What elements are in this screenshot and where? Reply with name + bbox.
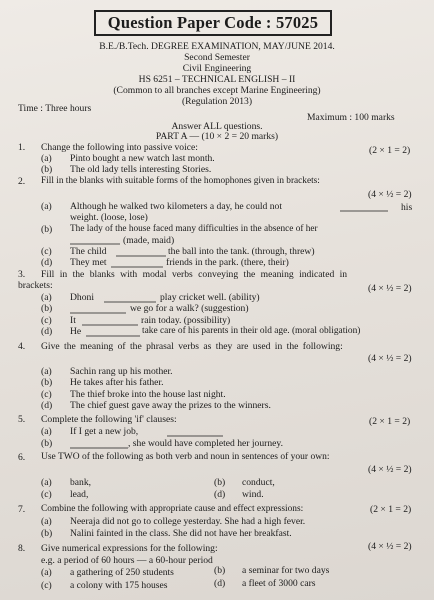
item-text-continued: friends in the park. (there, their) [166,257,289,268]
item-label: (d) [214,578,226,589]
item-text: a colony with 175 houses [70,580,168,591]
question-number: 8. [18,543,26,554]
item-text-continued: (made, maid) [123,235,175,246]
question-marks: (2 × 1 = 2) [370,504,412,515]
item-text-end: his [401,202,413,213]
regulation: (Regulation 2013) [181,96,253,107]
item-label: (c) [41,389,52,400]
question-number: 3. [18,269,26,280]
item-text: Dhoni [70,292,94,303]
item-label: (a) [41,516,52,527]
item-text-continued: play cricket well. (ability) [160,292,260,303]
part-heading: PART A — (10 × 2 = 20 marks) [155,131,279,142]
question-marks: (4 × ½ = 2) [368,283,412,294]
item-label: (d) [41,400,53,411]
question-text: Change the following into passive voice: [41,142,198,153]
answer-blank [70,447,128,449]
item-text-continued: rain today. (possibility) [141,315,231,326]
item-label: (c) [41,315,52,326]
answer-blank [82,324,138,326]
instruction: Answer ALL questions. [171,121,263,132]
item-text: The old lady tells interesting Stories. [70,164,212,175]
item-text: He takes after his father. [70,377,164,388]
question-text-continued: brackets: [18,280,53,291]
semester: Second Semester [184,52,250,63]
question-marks: (4 × ½ = 2) [368,541,412,552]
branch: Civil Engineering [182,63,252,74]
item-text-continued: , she would have completed her journey. [128,438,283,449]
example-line: e.g. a period of 60 hours — a 60-hour period [41,555,213,566]
item-label: (b) [41,303,53,314]
question-marks: (4 × ½ = 2) [368,464,412,475]
item-label: (c) [41,580,52,591]
answer-blank [70,312,126,314]
question-text: Complete the following 'if' clauses: [41,414,177,425]
item-label: (b) [41,528,53,539]
item-text: If I get a new job, [70,426,139,437]
item-label: (b) [41,224,53,235]
item-text: Sachin rang up his mother. [70,366,173,377]
item-label: (d) [214,489,226,500]
item-text: lead, [70,489,89,500]
item-label: (a) [41,201,52,212]
answer-blank [116,255,166,257]
question-marks: (4 × ½ = 2) [368,353,412,364]
item-text: He [70,326,82,337]
question-paper-code: Question Paper Code : 57025 [94,10,332,36]
item-text: They met [70,257,107,268]
question-text: Use TWO of the following as both verb and noun in sentences of your own: [41,452,330,462]
answer-blank [86,335,140,337]
question-number: 4. [18,341,26,352]
question-number: 6. [18,452,26,463]
item-text: conduct, [242,477,275,488]
item-text: The thief broke into the house last night. [70,389,226,400]
item-label: (a) [41,477,52,488]
question-number: 7. [18,504,26,515]
answer-blank [340,210,388,212]
item-label: (b) [41,164,53,175]
question-number: 1. [18,142,26,153]
item-text: The chief guest gave away the prizes to the winners. [70,400,271,411]
item-text: bank, [70,477,92,488]
max-marks: Maximum : 100 marks [307,112,395,123]
item-label: (d) [41,326,53,337]
item-text: a gathering of 250 students [70,567,174,578]
item-label: (a) [41,153,52,164]
exam-title: B.E./B.Tech. DEGREE EXAMINATION, MAY/JUNE 2014. [99,41,335,52]
question-text: Fill in the blanks with suitable forms of the homophones given in brackets: [41,176,320,186]
item-label: (a) [41,426,52,437]
item-text-continued: the ball into the tank. (through, threw) [168,246,315,257]
item-label: (b) [41,377,53,388]
common-note: (Common to all branches except Marine Engineering) [113,85,321,96]
item-text: Pinto bought a new watch last month. [70,153,215,164]
question-text: Give the meaning of the phrasal verbs as they are used in the following: [41,341,343,352]
question-text: Fill in the blanks with modal verbs conveying the meaning indicated in [41,269,348,280]
answer-blank [111,266,163,268]
item-label: (a) [41,567,52,578]
item-label: (b) [41,438,53,449]
item-label: (a) [41,292,52,303]
item-text: The child [70,246,107,257]
question-number: 2. [18,176,26,187]
item-text: wind. [242,489,264,500]
item-label: (d) [41,257,53,268]
time-label: Time : Three hours [18,103,92,114]
item-text: a seminar for two days [242,565,330,576]
answer-blank [70,243,120,245]
item-text: Nalini fainted in the class. She did not have her breakfast. [70,528,292,539]
question-marks: (4 × ½ = 2) [368,189,412,200]
item-text: It [70,315,76,326]
answer-blank [167,435,223,437]
item-text: Neeraja did not go to college yesterday. She had a high fever. [70,516,306,527]
item-text: Although he walked two kilometers a day, he could not [70,201,282,212]
item-text-continued: weight. (loose, lose) [70,212,148,223]
question-marks: (2 × 1 = 2) [369,145,411,156]
item-label: (b) [214,565,226,576]
item-text-continued: take care of his parents in their old age. (moral obligation) [142,326,361,336]
course-title: HS 6251 – TECHNICAL ENGLISH – II [138,74,296,85]
item-text-continued: we go for a walk? (suggestion) [130,303,249,314]
item-label: (c) [41,489,52,500]
question-text: Give numerical expressions for the following: [41,543,218,554]
question-marks: (2 × 1 = 2) [369,416,411,427]
item-text: a fleet of 3000 cars [242,578,316,589]
item-label: (a) [41,366,52,377]
question-number: 5. [18,414,26,425]
item-text: The lady of the house faced many difficulties in the absence of her [70,224,318,234]
question-text: Combine the following with appropriate cause and effect expressions: [41,504,304,514]
item-label: (b) [214,477,226,488]
item-label: (c) [41,246,52,257]
